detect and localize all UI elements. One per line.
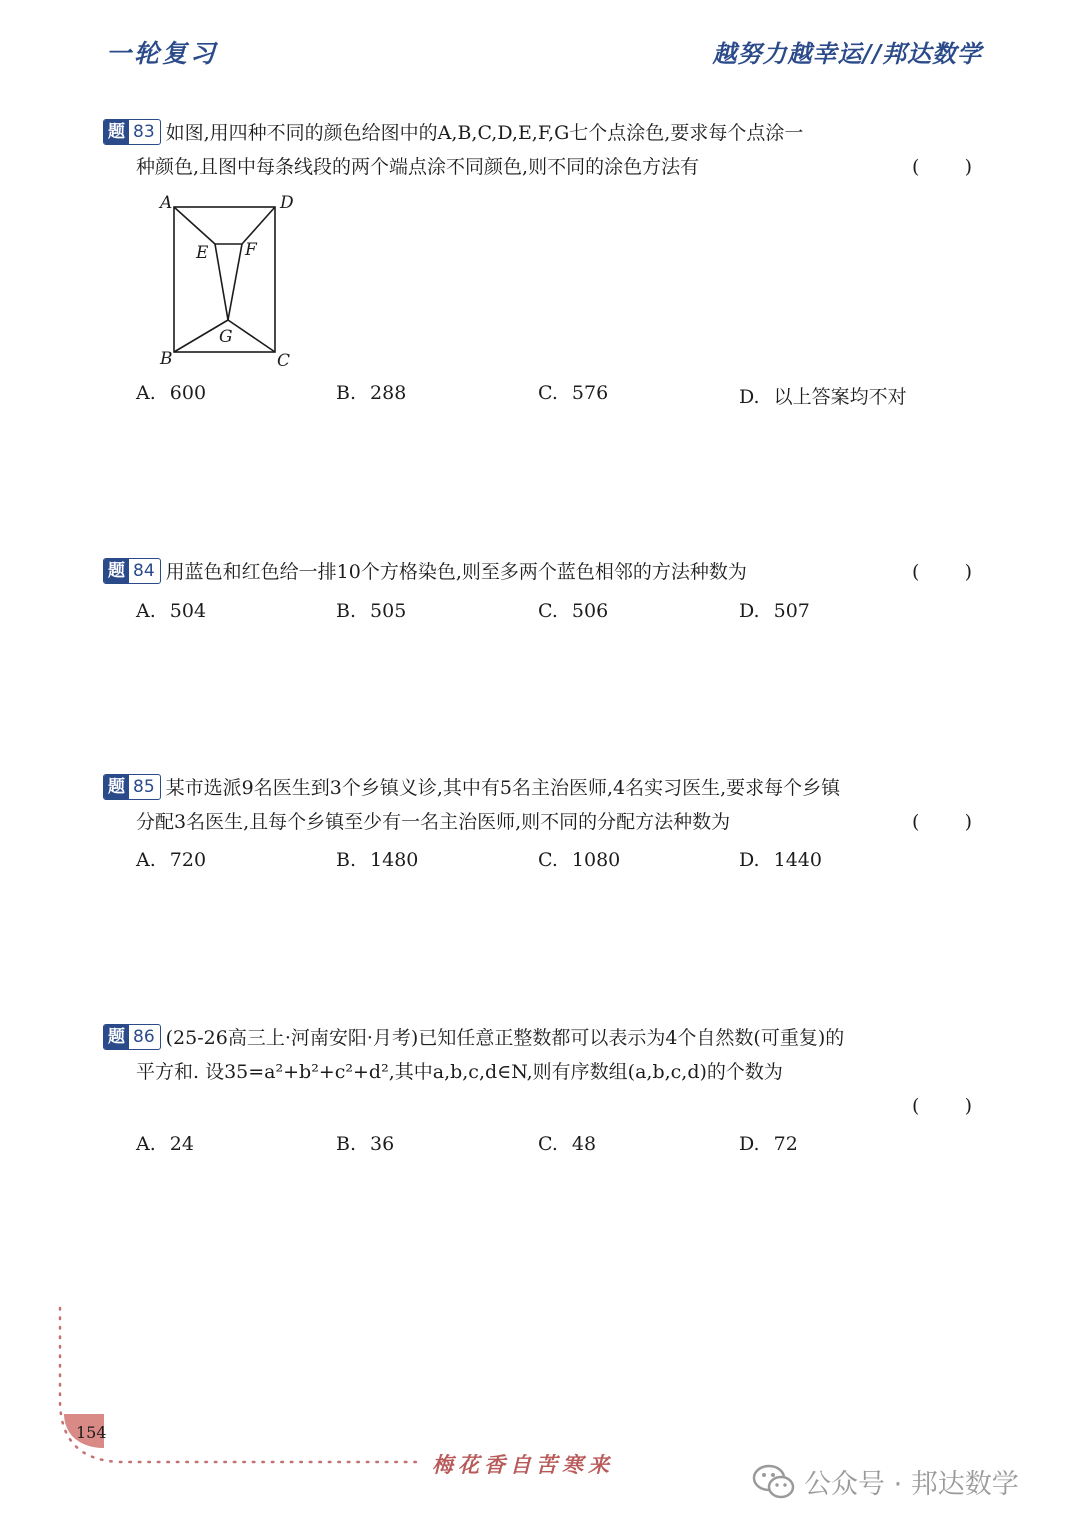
geometry-figure <box>152 190 302 370</box>
choice-a: A. 600 <box>136 382 207 404</box>
question-line <box>103 805 975 839</box>
page-number: 154 <box>76 1423 107 1442</box>
question-text-line2: 分配3名医生,且每个乡镇至少有一名主治医师,则不同的分配方法种数为 <box>136 811 731 833</box>
question-line <box>103 150 975 184</box>
wechat-icon <box>752 1463 796 1501</box>
point-label-e: E <box>196 243 209 263</box>
question-text-line1: (25-26高三上·河南安阳·月考)已知任意正整数都可以表示为4个自然数(可重复)的 <box>165 1027 845 1049</box>
question-text-line1: 如图,用四种不同的颜色给图中的A,B,C,D,E,F,G七个点涂色,要求每个点涂一 <box>165 122 804 144</box>
dotted-border <box>60 1308 422 1462</box>
point-label-a: A <box>160 193 173 213</box>
point-label-f: F <box>245 240 257 260</box>
point-label-b: B <box>160 349 173 369</box>
segment-fg <box>228 244 242 320</box>
choices-84 <box>136 600 956 630</box>
question-86 <box>103 1021 975 1123</box>
question-number: 86 <box>133 1027 155 1047</box>
watermark-text: 公众号 · 邦达数学 <box>804 1469 1019 1500</box>
choice-c: C. 506 <box>538 600 609 622</box>
question-84 <box>103 555 975 589</box>
point-label-c: C <box>277 351 291 370</box>
question-line <box>103 1021 975 1055</box>
choice-d: D. 507 <box>739 600 810 622</box>
choice-a: A. 720 <box>136 849 207 871</box>
segment-ae <box>174 207 215 244</box>
question-85 <box>103 771 975 839</box>
question-number-badge <box>103 119 161 145</box>
choices-85 <box>136 849 956 879</box>
choice-c: C. 1080 <box>538 849 621 871</box>
question-line <box>103 116 975 150</box>
choice-b: B. 505 <box>336 600 407 622</box>
choice-d: D. 72 <box>739 1133 798 1155</box>
point-label-g: G <box>219 327 233 347</box>
question-tag: 题 <box>104 120 129 144</box>
header-left-title: 一轮复习 <box>106 39 219 68</box>
question-line <box>103 771 975 805</box>
segment-eg <box>215 244 228 320</box>
question-tag: 题 <box>104 1025 129 1049</box>
answer-parentheses: ( ) <box>912 1095 972 1117</box>
question-text-line1: 某市选派9名医生到3个乡镇义诊,其中有5名主治医师,4名实习医生,要求每个乡镇 <box>165 777 841 799</box>
header-right-slogan: 越努力越幸运//邦达数学 <box>712 39 982 68</box>
choice-c: C. 576 <box>538 382 609 404</box>
choices-86 <box>136 1133 956 1163</box>
footer-motto: 梅花香自苦寒来 <box>432 1452 614 1477</box>
answer-row <box>103 1089 975 1123</box>
choice-d: D. 1440 <box>739 849 822 871</box>
question-number-badge <box>103 774 161 800</box>
question-line <box>103 555 975 589</box>
question-line <box>103 1055 975 1089</box>
choice-b: B. 36 <box>336 1133 395 1155</box>
choice-b: B. 1480 <box>336 849 419 871</box>
choice-a: A. 504 <box>136 600 207 622</box>
question-text-line2: 平方和. 设35=a²+b²+c²+d²,其中a,b,c,d∈N,则有序数组(a,b,c,d)的个数为 <box>136 1061 783 1083</box>
segment-cg <box>228 320 275 352</box>
question-tag: 题 <box>104 775 129 799</box>
question-number: 84 <box>133 561 155 581</box>
question-83 <box>103 116 975 184</box>
choice-c: C. 48 <box>538 1133 597 1155</box>
question-number-badge <box>103 558 161 584</box>
question-text-line1: 用蓝色和红色给一排10个方格染色,则至多两个蓝色相邻的方法种数为 <box>165 561 747 583</box>
watermark <box>752 1462 1019 1501</box>
choice-d: D. 以上答案均不对 <box>739 386 907 408</box>
question-number: 83 <box>133 122 155 142</box>
question-number: 85 <box>133 777 155 797</box>
answer-parentheses: ( ) <box>912 156 972 178</box>
choice-a: A. 24 <box>136 1133 194 1155</box>
answer-parentheses: ( ) <box>912 561 972 583</box>
answer-parentheses: ( ) <box>912 811 972 833</box>
choices-83 <box>136 382 956 412</box>
question-tag: 题 <box>104 559 129 583</box>
question-number-badge <box>103 1024 161 1050</box>
choice-b: B. 288 <box>336 382 407 404</box>
question-text-line2: 种颜色,且图中每条线段的两个端点涂不同颜色,则不同的涂色方法有 <box>136 156 700 178</box>
point-label-d: D <box>280 193 294 213</box>
segment-df <box>242 207 275 244</box>
footer-decoration <box>40 1300 440 1480</box>
